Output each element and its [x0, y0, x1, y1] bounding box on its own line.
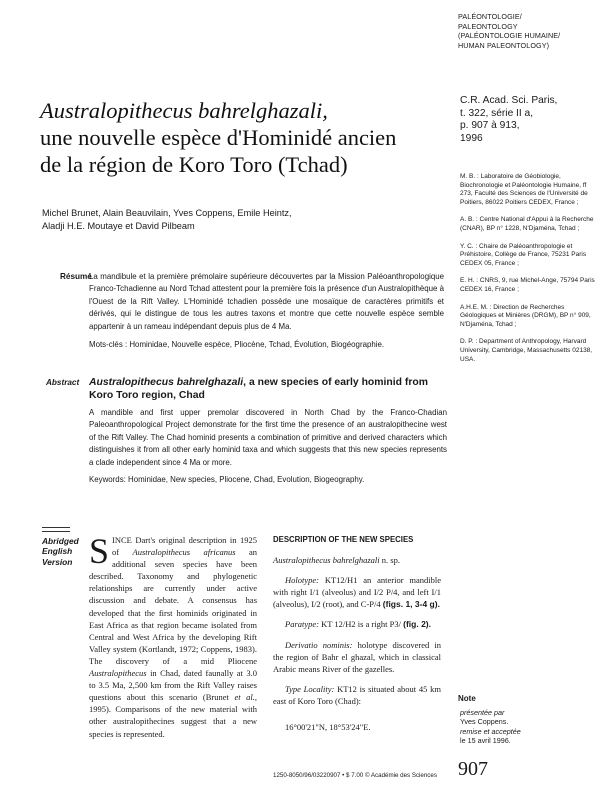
- abstract-text: A mandible and first upper premolar discovered in North Chad by the Franco-Chadian Paleoanthropological Project demonstrate for the first time the presence of an australopithecine west of the Rift Valley. The Chad hominid presents a combination of primitive and derived characters which distinguishes it from all other early hominid taxa and which suggests that this new species represents a clade independent since 4 Ma or more.: [89, 408, 447, 467]
- presented-label: présentée par: [460, 708, 505, 717]
- holotype-text: KT12/H1 an anterior mandible with right I/1 (alveolus) and I/2 P/4, and left I/1 (alveolus), I/2 (root), and C-P/4: [273, 575, 442, 610]
- authors-line-2: Aladji H.E. Moutaye et David Pilbeam: [42, 221, 195, 232]
- affiliation-text: [460, 304, 596, 330]
- footer-copyright: 1250-8050/96/03220907 • $ 7.00 © Académie des Sciences: [273, 772, 437, 779]
- affiliation-body: Chaire de Paléoanthropologie et Préhistoire, Collège de France, 75231 Paris CEDEX 05, France ;: [460, 242, 587, 267]
- affiliation-code: E. H. :: [460, 277, 479, 285]
- abridged-label-line: English: [42, 546, 73, 557]
- body-text: , 1995). Comparisons of the new material with other australopithecines suggest that a new species is represented.: [89, 692, 258, 739]
- remis-date: le 15 avril 1996.: [460, 736, 511, 746]
- title-line-3: de la région de Koro Toro (Tchad): [40, 152, 348, 177]
- species-name: [273, 554, 441, 566]
- affiliation-text: [460, 216, 596, 233]
- abstract-title: [89, 376, 449, 402]
- figure-reference: (fig. 2).: [403, 619, 431, 630]
- derivatio-label: Derivatio nominis:: [285, 639, 353, 650]
- affiliation-code: D. P. :: [460, 338, 478, 346]
- affiliation-text: [460, 173, 596, 207]
- body-text: INCE Dart's original description in 1925 of: [112, 535, 257, 558]
- abstract-keywords: [89, 474, 447, 486]
- affiliation-body: Direction de Recherches Géologiques et Minières (DRGM), BP n° 909, N'Djaména, Tchad ;: [460, 303, 591, 328]
- body-column-2: [273, 534, 441, 733]
- abridged-label: [42, 536, 86, 567]
- affiliation-code: A. B. :: [460, 216, 478, 224]
- drop-cap: S: [89, 531, 110, 571]
- section-label-line: (PALÉONTOLOGIE HUMAINE/: [458, 31, 561, 41]
- journal-reference: [460, 95, 595, 145]
- body-text: in Chad, dated faunally at 3.0 to 3.5 Ma, 2,500 km from the Rift Valley raises questions about this scenario (Brunet: [89, 668, 257, 703]
- affiliation-text: [460, 338, 596, 364]
- journal-line: C.R. Acad. Sci. Paris,: [460, 95, 558, 106]
- paratype-text: KT 12/H2 is a right P3/: [321, 619, 402, 630]
- resume-label: Résumé: [60, 272, 92, 281]
- journal-line: p. 907 à 913,: [460, 120, 520, 132]
- abstract-title-rest: , a new species of early hominid from Koro Toro region, Chad: [89, 377, 428, 401]
- affiliation: [460, 304, 596, 330]
- body-text-italic: Australopithecus africanus: [132, 547, 236, 558]
- affiliation-body: CNRS, 9, rue Michel-Ange, 75794 Paris CEDEX 16, France ;: [460, 277, 595, 293]
- page-number: 907: [458, 758, 488, 780]
- affiliation: [460, 338, 596, 364]
- keywords-label: Mots-clés :: [89, 340, 128, 349]
- resume-keywords: [89, 339, 444, 351]
- holotype-paragraph: [273, 574, 441, 610]
- abstract-label: Abstract: [46, 378, 80, 387]
- title-line-2: une nouvelle espèce d'Hominidé ancien: [40, 125, 397, 150]
- body-text: an additional seven species have been described. Taxonomy and phylogenetic relationships are currently under active discussion and debate. A consensus has developed that the first hominids originated in East Africa as that region became isolated from Central and West Africa by the developing Rift Valley system (Kortlandt, 1972; Coppens, 1983). The discovery of a mid Pliocene: [89, 547, 257, 666]
- coordinates: 16°00'21"N, 18°53'24"E.: [285, 722, 371, 733]
- abridged-label-line: Version: [42, 556, 73, 567]
- affiliation-code: Y. C. :: [460, 242, 478, 250]
- affiliation: [460, 216, 596, 233]
- section-heading: DESCRIPTION OF THE NEW SPECIES: [273, 535, 414, 544]
- keywords-value: Hominidae, Nouvelle espèce, Pliocène, Tchad, Évolution, Biogéographie.: [129, 340, 385, 349]
- note-heading: Note: [458, 694, 476, 703]
- figure-reference: (figs. 1, 3-4 g).: [382, 599, 440, 610]
- keywords-value: Hominidae, New species, Pliocene, Chad, Evolution, Biogeography.: [128, 475, 365, 484]
- article-title: [40, 97, 420, 178]
- locality-label: Type Locality:: [285, 683, 335, 694]
- affiliation-text: [460, 243, 596, 269]
- journal-line: t. 322, série II a,: [460, 107, 534, 119]
- holotype-label: Holotype:: [285, 575, 319, 586]
- authors: [42, 207, 442, 233]
- locality-text: KT12 is situated about 45 km east of Koro Toro (Chad):: [273, 683, 441, 706]
- divider: [42, 527, 70, 532]
- abstract-title-species: Australopithecus bahrelghazali: [89, 377, 244, 388]
- journal-line: 1996: [460, 132, 483, 144]
- species-suffix: n. sp.: [381, 555, 400, 566]
- derivatio-text: holotype discovered in the region of Bahr el ghazal, which in classical Arabic means River of the gazelles.: [273, 639, 441, 674]
- presented-by: Yves Coppens.: [460, 717, 509, 727]
- paratype-paragraph: [273, 618, 441, 630]
- body-text-italic: et al.: [234, 692, 255, 703]
- affiliation-code: A.H.E. M. :: [460, 303, 492, 311]
- affiliation-body: Laboratoire de Géobiologie, Biochronologie et Paléontologie Humaine, ff 273, Faculté des Sciences de l'Université de Poitiers, 86022 Poitiers CEDEX, France ;: [460, 173, 588, 206]
- remis-label: remise et acceptée: [460, 726, 521, 736]
- authors-line-1: Michel Brunet, Alain Beauvilain, Yves Coppens, Emile Heintz,: [42, 208, 292, 218]
- title-line-1: Australopithecus bahrelghazali,: [40, 98, 328, 123]
- species-name-italic: Australopithecus bahrelghazali: [273, 555, 380, 566]
- abridged-label-line: Abridged: [42, 536, 79, 546]
- section-label-line: HUMAN PALEONTOLOGY): [458, 40, 550, 50]
- affiliation-code: M. B. :: [460, 173, 479, 180]
- locality-paragraph: [273, 683, 441, 707]
- resume-text: La mandibule et la première prémolaire supérieure découvertes par la Mission Paléoanthropologique Franco-Tchadienne au Nord Tchad attestent pour la première fois la présence d'un Australopithèque à l'Ouest de la Rift Valley. L'Hominidé tchadien possède une mosaïque de caractères primitifs et dérivés, qui le distingue de tous les autres taxons et montre que cette nouvelle espèce semble appartenir à un rameau indépendant depuis plus de 4 Ma.: [89, 272, 444, 331]
- affiliations: [460, 173, 596, 373]
- section-label: [458, 12, 593, 50]
- affiliation-body: Department of Anthropology, Harvard University, Cambridge, Massachusetts 02138, USA.: [460, 338, 593, 363]
- affiliation-body: Centre National d'Appui à la Recherche (CNAR), BP n° 1228, N'Djaména, Tchad ;: [460, 216, 594, 232]
- derivatio-paragraph: [273, 639, 441, 675]
- note: [460, 708, 590, 746]
- section-label-line: PALEONTOLOGY: [458, 21, 518, 31]
- affiliation: [460, 277, 596, 294]
- affiliation-text: [460, 277, 596, 294]
- paratype-label: Paratype:: [285, 619, 319, 630]
- body-text-italic: Australopithecus: [89, 668, 147, 679]
- section-label-line: PALÉONTOLOGIE/: [458, 12, 522, 21]
- keywords-label: Keywords:: [89, 475, 126, 484]
- body-column-1: [89, 531, 258, 740]
- affiliation: [460, 243, 596, 269]
- affiliation: [460, 173, 596, 207]
